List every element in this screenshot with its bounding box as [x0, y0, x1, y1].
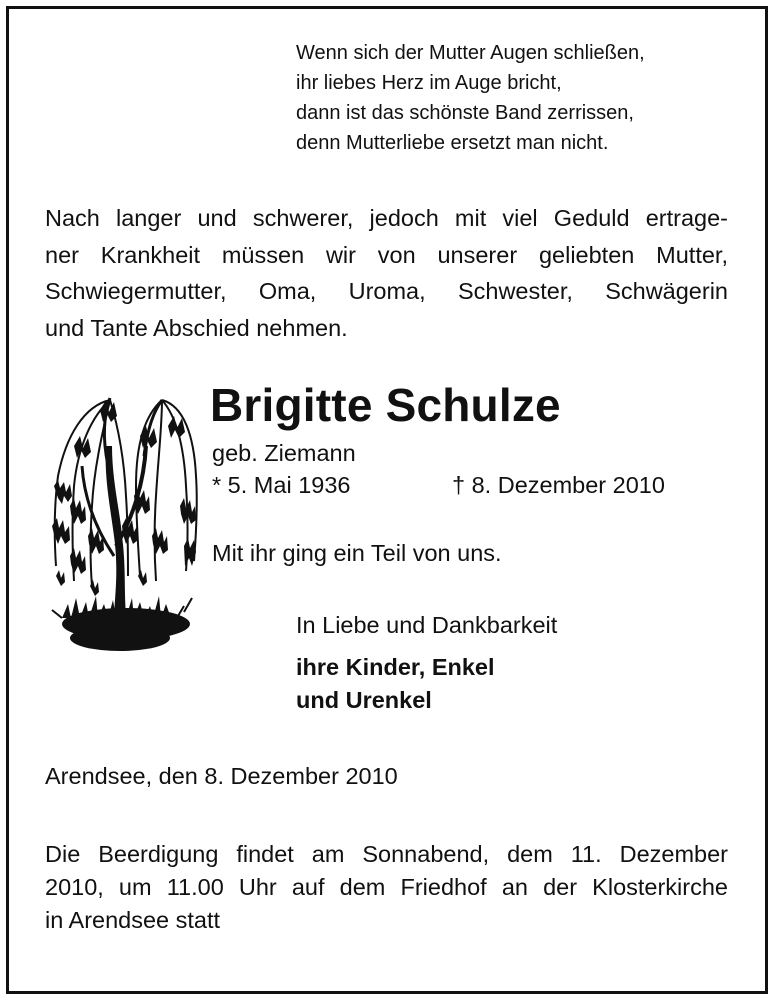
poem	[296, 38, 645, 158]
poem-line: ihr liebes Herz im Auge bricht,	[296, 72, 562, 94]
remembrance-line: Mit ihr ging ein Teil von uns.	[212, 540, 502, 566]
birth-date: * 5. Mai 1936	[212, 472, 351, 498]
maiden-name: geb. Ziemann	[212, 440, 356, 466]
closing-line: In Liebe und Dankbarkeit	[296, 612, 558, 638]
place-date: Arendsee, den 8. Dezember 2010	[45, 763, 398, 789]
poem-line: denn Mutterliebe ersetzt man nicht.	[296, 132, 609, 154]
funeral-line: Die Beerdigung findet am Sonnabend, dem 11. Dezember	[45, 841, 728, 867]
poem-line: dann ist das schönste Band zerrissen,	[296, 102, 634, 124]
intro-line: und Tante Abschied nehmen.	[45, 314, 348, 341]
mourners	[296, 651, 495, 717]
intro-line: Schwiegermutter, Oma, Uroma, Schwester, Schwägerin	[45, 278, 728, 304]
funeral-notice	[45, 838, 728, 937]
intro-line: Nach langer und schwerer, jedoch mit viel Geduld ertrage-	[45, 205, 728, 231]
intro-line: ner Krankheit müssen wir von unserer geliebten Mutter,	[45, 241, 728, 268]
funeral-line: 2010, um 11.00 Uhr auf dem Friedhof an der Klosterkirche	[45, 874, 728, 900]
weeping-willow-icon	[44, 386, 200, 666]
mourners-line: und Urenkel	[296, 687, 432, 713]
death-date: † 8. Dezember 2010	[452, 472, 665, 498]
intro-text	[45, 200, 728, 346]
deceased-name: Brigitte Schulze	[210, 379, 561, 431]
mourners-line: ihre Kinder, Enkel	[296, 654, 495, 680]
life-dates	[212, 472, 712, 499]
poem-line: Wenn sich der Mutter Augen schließen,	[296, 42, 645, 64]
funeral-line: in Arendsee statt	[45, 907, 221, 933]
